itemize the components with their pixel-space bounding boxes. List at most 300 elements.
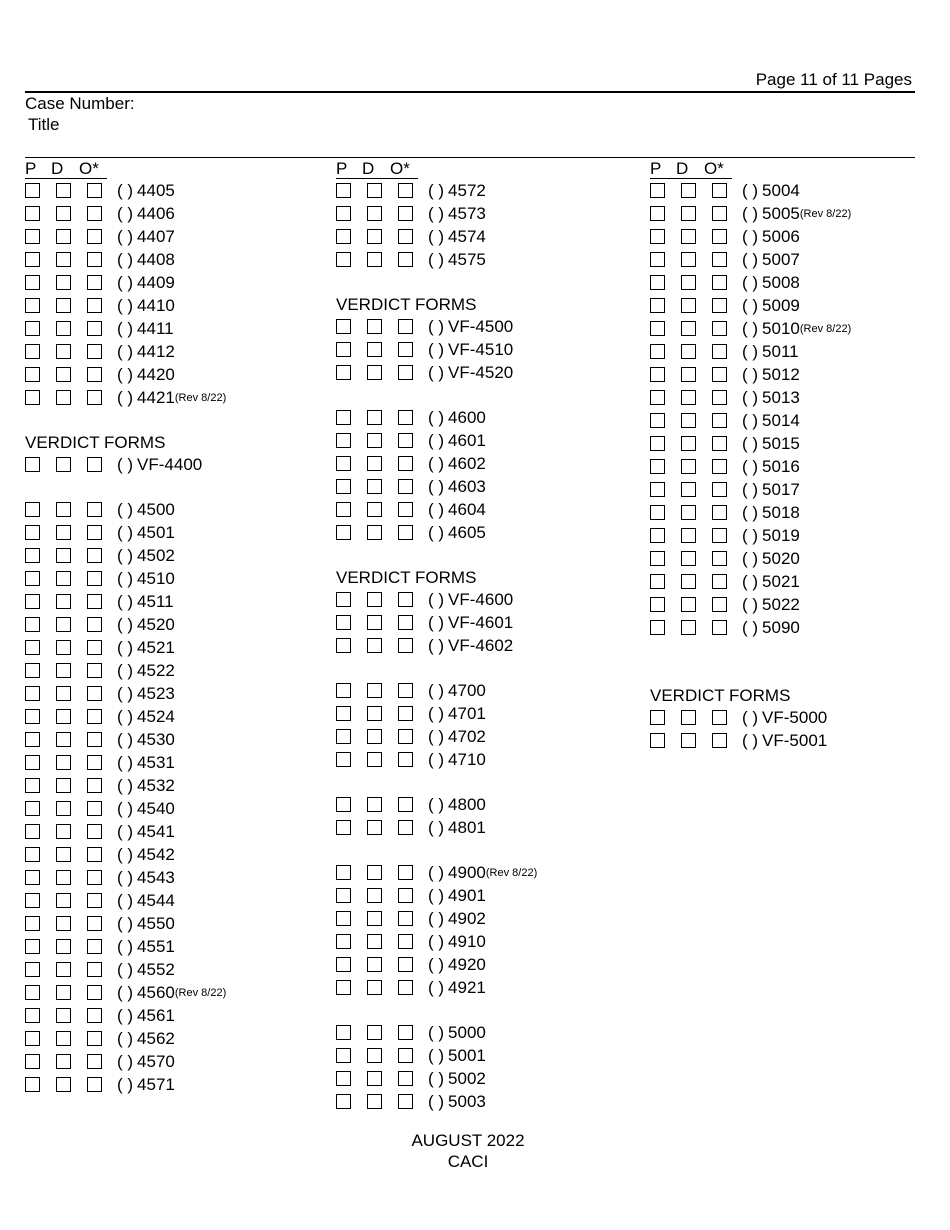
d-checkbox[interactable] xyxy=(56,548,71,563)
p-checkbox[interactable] xyxy=(25,640,40,655)
d-checkbox[interactable] xyxy=(367,957,382,972)
d-checkbox[interactable] xyxy=(56,755,71,770)
instruction-row xyxy=(336,907,537,930)
p-checkbox[interactable] xyxy=(336,319,351,334)
d-checkbox[interactable] xyxy=(681,206,696,221)
o-checkbox[interactable] xyxy=(712,597,727,612)
d-checkbox[interactable] xyxy=(56,457,71,472)
d-checkbox[interactable] xyxy=(56,1031,71,1046)
p-checkbox[interactable] xyxy=(650,298,665,313)
o-checkbox[interactable] xyxy=(398,319,413,334)
p-checkbox[interactable] xyxy=(336,934,351,949)
p-checkbox[interactable] xyxy=(336,683,351,698)
p-checkbox[interactable] xyxy=(336,1071,351,1086)
o-checkbox[interactable] xyxy=(712,252,727,267)
p-checkbox[interactable] xyxy=(25,893,40,908)
p-checkbox[interactable] xyxy=(336,980,351,995)
p-checkbox[interactable] xyxy=(25,1008,40,1023)
p-checkbox[interactable] xyxy=(650,367,665,382)
instruction-number: 5008 xyxy=(762,272,800,292)
p-checkbox[interactable] xyxy=(25,847,40,862)
o-checkbox[interactable] xyxy=(87,344,102,359)
o-checkbox[interactable] xyxy=(712,551,727,566)
d-checkbox[interactable] xyxy=(56,1008,71,1023)
d-checkbox[interactable] xyxy=(56,344,71,359)
p-checkbox[interactable] xyxy=(25,344,40,359)
o-checkbox[interactable] xyxy=(398,433,413,448)
d-checkbox[interactable] xyxy=(681,229,696,244)
d-checkbox[interactable] xyxy=(367,865,382,880)
o-checkbox[interactable] xyxy=(87,252,102,267)
d-checkbox[interactable] xyxy=(681,298,696,313)
d-checkbox[interactable] xyxy=(56,206,71,221)
p-checkbox[interactable] xyxy=(25,390,40,405)
o-checkbox[interactable] xyxy=(398,638,413,653)
o-checkbox[interactable] xyxy=(398,797,413,812)
d-checkbox[interactable] xyxy=(367,752,382,767)
p-checkbox[interactable] xyxy=(25,732,40,747)
instruction-number: 4532 xyxy=(137,775,175,795)
o-checkbox[interactable] xyxy=(398,1025,413,1040)
p-checkbox[interactable] xyxy=(336,479,351,494)
o-checkbox[interactable] xyxy=(87,916,102,931)
p-checkbox[interactable] xyxy=(650,390,665,405)
d-checkbox[interactable] xyxy=(56,502,71,517)
p-checkbox[interactable] xyxy=(650,620,665,635)
o-checkbox[interactable] xyxy=(398,1071,413,1086)
o-checkbox[interactable] xyxy=(712,505,727,520)
d-checkbox[interactable] xyxy=(367,980,382,995)
d-checkbox[interactable] xyxy=(56,824,71,839)
d-checkbox[interactable] xyxy=(56,617,71,632)
d-checkbox[interactable] xyxy=(367,525,382,540)
o-checkbox[interactable] xyxy=(87,962,102,977)
p-checkbox[interactable] xyxy=(336,957,351,972)
d-checkbox[interactable] xyxy=(56,663,71,678)
o-checkbox[interactable] xyxy=(712,344,727,359)
o-checkbox[interactable] xyxy=(398,980,413,995)
o-checkbox[interactable] xyxy=(87,640,102,655)
d-checkbox[interactable] xyxy=(56,893,71,908)
d-checkbox[interactable] xyxy=(367,183,382,198)
o-checkbox[interactable] xyxy=(398,502,413,517)
o-checkbox[interactable] xyxy=(87,778,102,793)
d-checkbox[interactable] xyxy=(367,797,382,812)
p-checkbox[interactable] xyxy=(25,1031,40,1046)
header-o: O* xyxy=(390,160,418,179)
p-checkbox[interactable] xyxy=(25,916,40,931)
p-checkbox[interactable] xyxy=(25,709,40,724)
p-checkbox[interactable] xyxy=(336,252,351,267)
d-checkbox[interactable] xyxy=(367,592,382,607)
o-checkbox[interactable] xyxy=(87,502,102,517)
p-checkbox[interactable] xyxy=(650,574,665,589)
o-checkbox[interactable] xyxy=(712,436,727,451)
p-checkbox[interactable] xyxy=(25,1054,40,1069)
d-checkbox[interactable] xyxy=(56,594,71,609)
p-checkbox[interactable] xyxy=(336,525,351,540)
o-checkbox[interactable] xyxy=(87,755,102,770)
d-checkbox[interactable] xyxy=(56,229,71,244)
o-checkbox[interactable] xyxy=(712,413,727,428)
d-checkbox[interactable] xyxy=(681,459,696,474)
d-checkbox[interactable] xyxy=(681,183,696,198)
d-checkbox[interactable] xyxy=(56,778,71,793)
instruction-row xyxy=(25,774,226,797)
o-checkbox[interactable] xyxy=(712,482,727,497)
p-checkbox[interactable] xyxy=(650,413,665,428)
o-checkbox[interactable] xyxy=(712,620,727,635)
p-checkbox[interactable] xyxy=(650,459,665,474)
d-checkbox[interactable] xyxy=(56,571,71,586)
d-checkbox[interactable] xyxy=(367,911,382,926)
o-checkbox[interactable] xyxy=(87,709,102,724)
d-checkbox[interactable] xyxy=(56,939,71,954)
d-checkbox[interactable] xyxy=(681,344,696,359)
p-checkbox[interactable] xyxy=(336,1025,351,1040)
o-checkbox[interactable] xyxy=(87,298,102,313)
o-checkbox[interactable] xyxy=(398,229,413,244)
o-checkbox[interactable] xyxy=(398,206,413,221)
d-checkbox[interactable] xyxy=(56,985,71,1000)
d-checkbox[interactable] xyxy=(367,1071,382,1086)
p-checkbox[interactable] xyxy=(336,752,351,767)
d-checkbox[interactable] xyxy=(367,1025,382,1040)
o-checkbox[interactable] xyxy=(712,298,727,313)
p-checkbox[interactable] xyxy=(336,888,351,903)
o-checkbox[interactable] xyxy=(398,342,413,357)
o-checkbox[interactable] xyxy=(712,390,727,405)
d-checkbox[interactable] xyxy=(56,367,71,382)
instruction-number: VF-4520 xyxy=(448,362,514,382)
o-checkbox[interactable] xyxy=(398,865,413,880)
p-checkbox[interactable] xyxy=(650,344,665,359)
o-checkbox[interactable] xyxy=(398,1048,413,1063)
p-checkbox[interactable] xyxy=(25,548,40,563)
d-checkbox[interactable] xyxy=(56,183,71,198)
verdict-forms-heading: VERDICT FORMS xyxy=(336,568,477,587)
o-checkbox[interactable] xyxy=(398,1094,413,1109)
revision-note: (Rev 8/22) xyxy=(485,866,538,879)
d-checkbox[interactable] xyxy=(367,615,382,630)
d-checkbox[interactable] xyxy=(681,528,696,543)
p-checkbox[interactable] xyxy=(336,433,351,448)
instruction-number: VF-5001 xyxy=(762,730,828,750)
d-checkbox[interactable] xyxy=(367,252,382,267)
p-checkbox[interactable] xyxy=(336,183,351,198)
o-checkbox[interactable] xyxy=(87,457,102,472)
p-checkbox[interactable] xyxy=(336,1048,351,1063)
instruction-row xyxy=(336,452,537,475)
o-checkbox[interactable] xyxy=(87,229,102,244)
p-checkbox[interactable] xyxy=(650,252,665,267)
d-checkbox[interactable] xyxy=(56,847,71,862)
instruction-number: 5013 xyxy=(762,387,800,407)
d-checkbox[interactable] xyxy=(681,710,696,725)
d-checkbox[interactable] xyxy=(56,525,71,540)
p-checkbox[interactable] xyxy=(336,342,351,357)
p-checkbox[interactable] xyxy=(336,865,351,880)
d-checkbox[interactable] xyxy=(367,1048,382,1063)
revision-note: (Rev 8/22) xyxy=(174,391,227,404)
o-checkbox[interactable] xyxy=(87,321,102,336)
o-checkbox[interactable] xyxy=(87,617,102,632)
p-checkbox[interactable] xyxy=(650,436,665,451)
p-checkbox[interactable] xyxy=(25,962,40,977)
d-checkbox[interactable] xyxy=(56,640,71,655)
d-checkbox[interactable] xyxy=(56,275,71,290)
p-checkbox[interactable] xyxy=(25,525,40,540)
d-checkbox[interactable] xyxy=(681,321,696,336)
header-rule xyxy=(25,91,915,93)
instruction-row xyxy=(25,179,226,202)
p-checkbox[interactable] xyxy=(336,729,351,744)
o-checkbox[interactable] xyxy=(398,365,413,380)
o-checkbox[interactable] xyxy=(398,479,413,494)
d-checkbox[interactable] xyxy=(367,820,382,835)
o-checkbox[interactable] xyxy=(398,934,413,949)
d-checkbox[interactable] xyxy=(367,456,382,471)
instruction-number: 4700 xyxy=(448,680,486,700)
o-checkbox[interactable] xyxy=(398,752,413,767)
d-checkbox[interactable] xyxy=(367,1094,382,1109)
d-checkbox[interactable] xyxy=(681,413,696,428)
d-checkbox[interactable] xyxy=(681,597,696,612)
o-checkbox[interactable] xyxy=(398,252,413,267)
d-checkbox[interactable] xyxy=(367,365,382,380)
o-checkbox[interactable] xyxy=(87,939,102,954)
p-checkbox[interactable] xyxy=(25,939,40,954)
d-checkbox[interactable] xyxy=(681,436,696,451)
d-checkbox[interactable] xyxy=(681,733,696,748)
p-checkbox[interactable] xyxy=(336,502,351,517)
instruction-row xyxy=(336,1021,537,1044)
p-checkbox[interactable] xyxy=(25,663,40,678)
p-checkbox[interactable] xyxy=(25,206,40,221)
o-checkbox[interactable] xyxy=(87,367,102,382)
d-checkbox[interactable] xyxy=(367,502,382,517)
d-checkbox[interactable] xyxy=(56,916,71,931)
d-checkbox[interactable] xyxy=(56,298,71,313)
p-checkbox[interactable] xyxy=(25,298,40,313)
p-checkbox[interactable] xyxy=(336,229,351,244)
o-checkbox[interactable] xyxy=(712,275,727,290)
blank-parentheses: ( ) xyxy=(428,453,445,473)
p-checkbox[interactable] xyxy=(650,229,665,244)
d-checkbox[interactable] xyxy=(681,275,696,290)
d-checkbox[interactable] xyxy=(56,962,71,977)
blank-parentheses: ( ) xyxy=(428,817,445,837)
o-checkbox[interactable] xyxy=(87,594,102,609)
o-checkbox[interactable] xyxy=(87,525,102,540)
p-checkbox[interactable] xyxy=(25,824,40,839)
p-checkbox[interactable] xyxy=(25,985,40,1000)
p-checkbox[interactable] xyxy=(25,755,40,770)
o-checkbox[interactable] xyxy=(87,275,102,290)
d-checkbox[interactable] xyxy=(56,321,71,336)
d-checkbox[interactable] xyxy=(367,706,382,721)
d-checkbox[interactable] xyxy=(681,574,696,589)
o-checkbox[interactable] xyxy=(712,229,727,244)
p-checkbox[interactable] xyxy=(25,571,40,586)
o-checkbox[interactable] xyxy=(87,1008,102,1023)
d-checkbox[interactable] xyxy=(681,482,696,497)
p-checkbox[interactable] xyxy=(25,617,40,632)
d-checkbox[interactable] xyxy=(681,551,696,566)
o-checkbox[interactable] xyxy=(87,801,102,816)
instruction-number: VF-4510 xyxy=(448,339,514,359)
d-checkbox[interactable] xyxy=(367,638,382,653)
d-checkbox[interactable] xyxy=(681,252,696,267)
o-checkbox[interactable] xyxy=(87,824,102,839)
p-checkbox[interactable] xyxy=(25,594,40,609)
d-checkbox[interactable] xyxy=(367,206,382,221)
o-checkbox[interactable] xyxy=(398,615,413,630)
p-checkbox[interactable] xyxy=(650,183,665,198)
o-checkbox[interactable] xyxy=(87,985,102,1000)
o-checkbox[interactable] xyxy=(87,183,102,198)
p-checkbox[interactable] xyxy=(25,229,40,244)
o-checkbox[interactable] xyxy=(398,683,413,698)
p-checkbox[interactable] xyxy=(650,528,665,543)
d-checkbox[interactable] xyxy=(367,729,382,744)
p-checkbox[interactable] xyxy=(336,911,351,926)
o-checkbox[interactable] xyxy=(87,1031,102,1046)
o-checkbox[interactable] xyxy=(87,870,102,885)
o-checkbox[interactable] xyxy=(87,663,102,678)
d-checkbox[interactable] xyxy=(367,433,382,448)
o-checkbox[interactable] xyxy=(712,183,727,198)
o-checkbox[interactable] xyxy=(87,893,102,908)
o-checkbox[interactable] xyxy=(87,571,102,586)
p-checkbox[interactable] xyxy=(336,638,351,653)
p-checkbox[interactable] xyxy=(25,457,40,472)
blank-parentheses: ( ) xyxy=(428,1022,445,1042)
instruction-number: 4570 xyxy=(137,1051,175,1071)
o-checkbox[interactable] xyxy=(398,888,413,903)
p-checkbox[interactable] xyxy=(25,321,40,336)
d-checkbox[interactable] xyxy=(367,229,382,244)
p-checkbox[interactable] xyxy=(336,410,351,425)
o-checkbox[interactable] xyxy=(712,367,727,382)
p-checkbox[interactable] xyxy=(25,778,40,793)
d-checkbox[interactable] xyxy=(367,683,382,698)
o-checkbox[interactable] xyxy=(712,459,727,474)
p-checkbox[interactable] xyxy=(25,870,40,885)
p-checkbox[interactable] xyxy=(336,615,351,630)
d-checkbox[interactable] xyxy=(367,319,382,334)
p-checkbox[interactable] xyxy=(650,321,665,336)
p-checkbox[interactable] xyxy=(25,252,40,267)
p-checkbox[interactable] xyxy=(650,597,665,612)
o-checkbox[interactable] xyxy=(87,390,102,405)
d-checkbox[interactable] xyxy=(681,390,696,405)
o-checkbox[interactable] xyxy=(398,911,413,926)
p-checkbox[interactable] xyxy=(25,367,40,382)
instruction-column-3 xyxy=(650,157,851,752)
o-checkbox[interactable] xyxy=(87,732,102,747)
o-checkbox[interactable] xyxy=(87,686,102,701)
p-checkbox[interactable] xyxy=(650,551,665,566)
case-number-label: Case Number: xyxy=(25,94,135,113)
d-checkbox[interactable] xyxy=(367,888,382,903)
d-checkbox[interactable] xyxy=(56,390,71,405)
p-checkbox[interactable] xyxy=(336,206,351,221)
p-checkbox[interactable] xyxy=(336,797,351,812)
d-checkbox[interactable] xyxy=(56,1077,71,1092)
d-checkbox[interactable] xyxy=(681,620,696,635)
o-checkbox[interactable] xyxy=(87,847,102,862)
p-checkbox[interactable] xyxy=(25,686,40,701)
p-checkbox[interactable] xyxy=(336,456,351,471)
o-checkbox[interactable] xyxy=(398,820,413,835)
instruction-row xyxy=(336,1090,537,1113)
d-checkbox[interactable] xyxy=(367,342,382,357)
d-checkbox[interactable] xyxy=(56,870,71,885)
p-checkbox[interactable] xyxy=(25,1077,40,1092)
o-checkbox[interactable] xyxy=(398,592,413,607)
o-checkbox[interactable] xyxy=(87,1054,102,1069)
p-checkbox[interactable] xyxy=(650,275,665,290)
d-checkbox[interactable] xyxy=(56,1054,71,1069)
d-checkbox[interactable] xyxy=(56,686,71,701)
o-checkbox[interactable] xyxy=(398,525,413,540)
d-checkbox[interactable] xyxy=(367,479,382,494)
p-checkbox[interactable] xyxy=(336,706,351,721)
p-checkbox[interactable] xyxy=(25,183,40,198)
p-checkbox[interactable] xyxy=(650,733,665,748)
o-checkbox[interactable] xyxy=(398,706,413,721)
o-checkbox[interactable] xyxy=(398,957,413,972)
d-checkbox[interactable] xyxy=(56,801,71,816)
p-checkbox[interactable] xyxy=(650,206,665,221)
d-checkbox[interactable] xyxy=(56,252,71,267)
o-checkbox[interactable] xyxy=(712,206,727,221)
o-checkbox[interactable] xyxy=(712,710,727,725)
o-checkbox[interactable] xyxy=(398,456,413,471)
blank-parentheses: ( ) xyxy=(117,959,134,979)
d-checkbox[interactable] xyxy=(56,732,71,747)
d-checkbox[interactable] xyxy=(367,934,382,949)
p-checkbox[interactable] xyxy=(336,1094,351,1109)
o-checkbox[interactable] xyxy=(712,574,727,589)
d-checkbox[interactable] xyxy=(367,410,382,425)
o-checkbox[interactable] xyxy=(87,1077,102,1092)
o-checkbox[interactable] xyxy=(712,321,727,336)
o-checkbox[interactable] xyxy=(87,548,102,563)
blank-parentheses: ( ) xyxy=(742,502,759,522)
p-checkbox[interactable] xyxy=(650,482,665,497)
d-checkbox[interactable] xyxy=(56,709,71,724)
o-checkbox[interactable] xyxy=(712,528,727,543)
o-checkbox[interactable] xyxy=(398,729,413,744)
p-checkbox[interactable] xyxy=(336,365,351,380)
p-checkbox[interactable] xyxy=(25,502,40,517)
p-checkbox[interactable] xyxy=(25,275,40,290)
o-checkbox[interactable] xyxy=(712,733,727,748)
blank-parentheses: ( ) xyxy=(742,341,759,361)
p-checkbox[interactable] xyxy=(336,592,351,607)
p-checkbox[interactable] xyxy=(336,820,351,835)
d-checkbox[interactable] xyxy=(681,367,696,382)
p-checkbox[interactable] xyxy=(25,801,40,816)
o-checkbox[interactable] xyxy=(398,183,413,198)
o-checkbox[interactable] xyxy=(87,206,102,221)
p-checkbox[interactable] xyxy=(650,710,665,725)
o-checkbox[interactable] xyxy=(398,410,413,425)
p-checkbox[interactable] xyxy=(650,505,665,520)
d-checkbox[interactable] xyxy=(681,505,696,520)
